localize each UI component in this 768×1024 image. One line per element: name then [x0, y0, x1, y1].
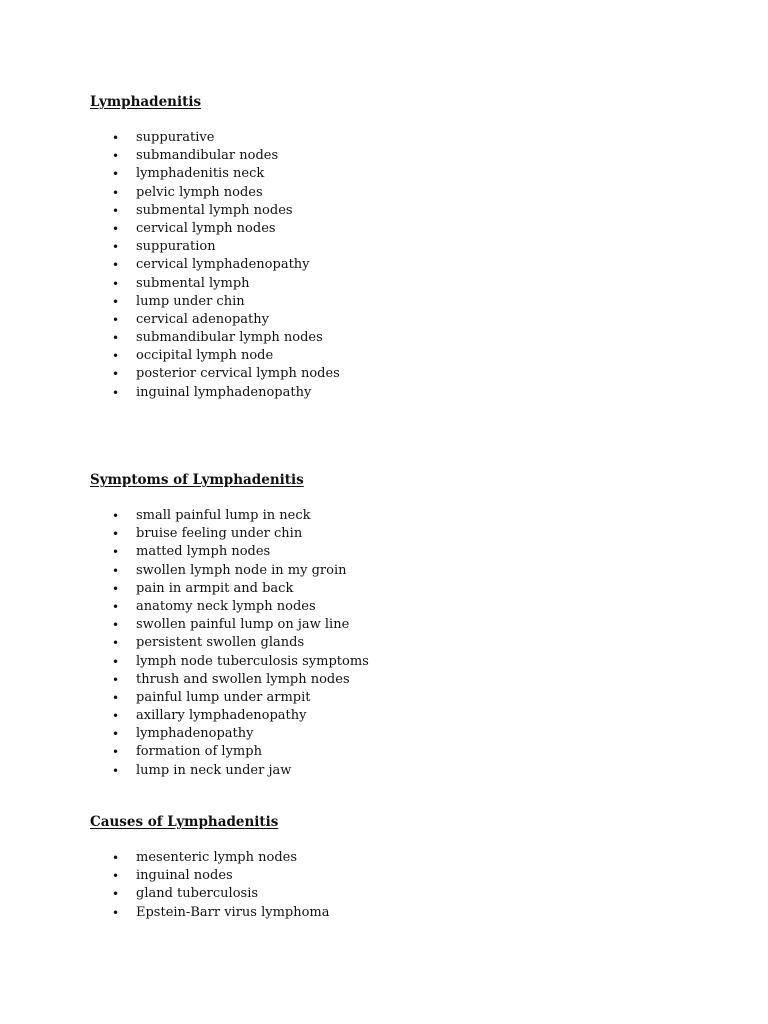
bullet-icon: •	[112, 276, 120, 291]
bullet-icon: •	[112, 745, 120, 760]
bullet-icon: •	[112, 527, 120, 542]
list-item-label: lymph node tuberculosis symptoms	[136, 653, 369, 669]
list-item-label: submandibular nodes	[136, 148, 279, 164]
bullet-icon: •	[112, 294, 120, 309]
bullet-list	[90, 129, 690, 402]
bullet-icon: •	[112, 763, 120, 778]
list-item	[90, 689, 690, 707]
bullet-list	[90, 507, 690, 780]
bullet-list	[90, 849, 690, 922]
bullet-icon: •	[112, 545, 120, 560]
list-item	[90, 867, 690, 885]
bullet-icon: •	[112, 131, 120, 145]
list-item	[90, 220, 690, 238]
list-item-label: matted lymph nodes	[136, 544, 271, 560]
section-heading: Symptoms of Lymphadenitis	[90, 472, 304, 488]
list-item-label: bruise feeling under chin	[136, 526, 303, 542]
bullet-icon: •	[112, 509, 120, 523]
bullet-icon: •	[112, 221, 120, 236]
list-item	[90, 147, 690, 165]
list-item	[90, 329, 690, 347]
bullet-icon: •	[112, 869, 120, 884]
list-item-label: submental lymph	[136, 275, 250, 291]
bullet-icon: •	[112, 654, 120, 669]
list-item-label: cervical adenopathy	[136, 311, 269, 327]
list-item-label: formation of lymph	[136, 744, 262, 760]
list-item	[90, 275, 690, 293]
bullet-icon: •	[112, 240, 120, 255]
list-item-label: suppurative	[136, 130, 215, 145]
list-item	[90, 202, 690, 220]
list-item-label: cervical lymph nodes	[136, 220, 276, 236]
list-item-label: axillary lymphadenopathy	[136, 708, 307, 724]
list-item	[90, 580, 690, 598]
list-item	[90, 849, 690, 867]
bullet-icon: •	[112, 349, 120, 364]
bullet-icon: •	[112, 690, 120, 705]
list-item-label: posterior cervical lymph nodes	[136, 366, 340, 382]
list-item	[90, 653, 690, 671]
list-item-label: persistent swollen glands	[136, 635, 305, 651]
list-item-label: occipital lymph node	[136, 348, 274, 364]
bullet-icon: •	[112, 599, 120, 614]
list-item-label: lymphadenitis neck	[136, 166, 265, 182]
list-item-label: lump under chin	[136, 293, 245, 309]
section-causes	[90, 813, 730, 920]
list-item	[90, 365, 690, 383]
list-item-label: swollen lymph node in my groin	[136, 562, 347, 578]
list-item-label: mesenteric lymph nodes	[136, 850, 298, 865]
list-item-label: lump in neck under jaw	[136, 762, 292, 778]
bullet-icon: •	[112, 149, 120, 164]
bullet-icon: •	[112, 727, 120, 742]
list-item	[90, 384, 690, 402]
bullet-icon: •	[112, 581, 120, 596]
list-item	[90, 311, 690, 329]
section-lymphadenitis	[90, 93, 730, 400]
list-item-label: gland tuberculosis	[136, 886, 259, 902]
list-item	[90, 256, 690, 274]
bullet-icon: •	[112, 203, 120, 218]
bullet-icon: •	[112, 887, 120, 902]
section-symptoms	[90, 471, 730, 778]
bullet-icon: •	[112, 563, 120, 578]
bullet-icon: •	[112, 618, 120, 633]
list-item	[90, 543, 690, 561]
bullet-icon: •	[112, 709, 120, 724]
bullet-icon: •	[112, 185, 120, 200]
list-item	[90, 707, 690, 725]
bullet-icon: •	[112, 331, 120, 346]
list-item	[90, 634, 690, 652]
bullet-icon: •	[112, 367, 120, 382]
bullet-icon: •	[112, 672, 120, 687]
list-item-label: lymphadenopathy	[136, 726, 254, 742]
list-item	[90, 165, 690, 183]
list-item	[90, 129, 690, 147]
list-item-label: inguinal nodes	[136, 868, 233, 884]
list-item-label: Epstein-Barr virus lymphoma	[136, 904, 330, 920]
list-item	[90, 525, 690, 543]
list-item	[90, 671, 690, 689]
section-heading: Causes of Lymphadenitis	[90, 814, 279, 830]
list-item	[90, 184, 690, 202]
list-item	[90, 904, 690, 922]
list-item	[90, 238, 690, 256]
list-item	[90, 507, 690, 525]
list-item-label: thrush and swollen lymph nodes	[136, 671, 350, 687]
list-item	[90, 725, 690, 743]
list-item-label: suppuration	[136, 239, 216, 255]
list-item	[90, 293, 690, 311]
list-item	[90, 616, 690, 634]
list-item-label: small painful lump in neck	[136, 508, 311, 523]
list-item	[90, 743, 690, 761]
list-item-label: inguinal lymphadenopathy	[136, 384, 312, 400]
list-item-label: painful lump under armpit	[136, 689, 311, 705]
list-item	[90, 598, 690, 616]
bullet-icon: •	[112, 167, 120, 182]
list-item-label: pelvic lymph nodes	[136, 184, 263, 200]
list-item-label: cervical lymphadenopathy	[136, 257, 310, 273]
list-item-label: anatomy neck lymph nodes	[136, 598, 316, 614]
bullet-icon: •	[112, 385, 120, 400]
list-item-label: pain in armpit and back	[136, 580, 294, 596]
bullet-icon: •	[112, 851, 120, 865]
list-item	[90, 885, 690, 903]
list-item-label: submandibular lymph nodes	[136, 330, 323, 346]
bullet-icon: •	[112, 905, 120, 920]
section-heading: Lymphadenitis	[90, 94, 202, 110]
list-item-label: submental lymph nodes	[136, 202, 293, 218]
bullet-icon: •	[112, 636, 120, 651]
list-item	[90, 347, 690, 365]
bullet-icon: •	[112, 258, 120, 273]
list-item	[90, 762, 690, 780]
list-item	[90, 562, 690, 580]
list-item-label: swollen painful lump on jaw line	[136, 617, 350, 633]
bullet-icon: •	[112, 312, 120, 327]
